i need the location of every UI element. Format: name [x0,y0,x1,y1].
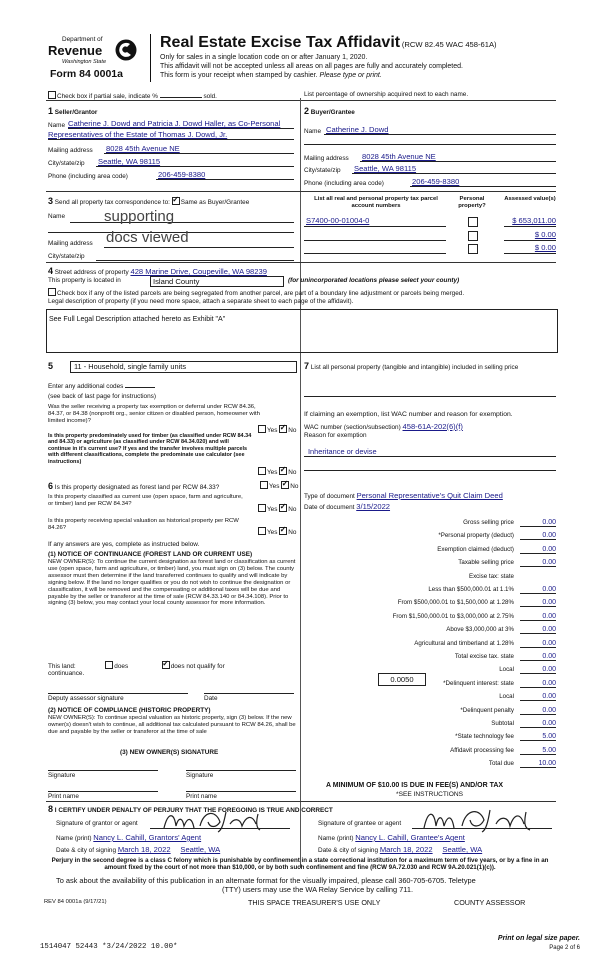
owner-sign-line-2[interactable] [186,770,296,771]
doc-type-row: Type of document Personal Representative's Quit Claim Deed [304,491,503,500]
calc-label: Total due [488,760,514,768]
continuance-label: continuance. [48,670,85,677]
calc-row [304,586,556,596]
seller-address[interactable]: 8028 45th Avenue NE [106,144,180,153]
buyer-name-label: Name [304,128,322,135]
calc-value[interactable]: 0.00 [520,680,556,688]
seller-city-label: City/state/zip [48,160,85,167]
header-note-3: This form is your receipt when stamped by cashier. Please type or print. [160,72,382,79]
calc-label: Taxable selling price [458,559,514,567]
parcel-row-2 [304,230,556,242]
current-use-no-checkbox[interactable] [279,504,287,512]
ownership-note: List percentage of ownership acquired next to each name. [304,91,469,98]
seller-name-label: Name [48,122,66,129]
calc-value[interactable]: 0.00 [520,599,556,607]
calc-value[interactable]: 0.00 [520,532,556,540]
minimum-note: A MINIMUM OF $10.00 IS DUE IN FEE(S) AND/OR TAX [326,782,504,789]
calc-value[interactable]: 0.00 [520,707,556,715]
s4-seg-row: Check box if any of the listed parcels are being segregated from another parcel, are part of a boundary line adjustment or parcels being merged. [48,288,464,297]
calc-value[interactable]: 0.00 [520,640,556,648]
owner-sign-label-1: Signature [48,772,76,779]
s3-name-label: Name [48,213,66,220]
add-codes-field[interactable] [125,387,155,388]
seller-phone-line [156,179,294,180]
legal-description-text: See Full Legal Description attached hereto as Exhibit "A" [49,316,226,323]
calc-value[interactable]: 5.00 [520,747,556,755]
doc-date-row: Date of document 3/15/2022 [304,502,391,511]
owner-print-label-2: Print name [186,793,217,800]
calc-label: From $500,000.01 to $1,500,000 at 1.28% [397,599,514,607]
s6-historic-q: Is this property receiving special valuation as historical property per RCW 84.26? [48,518,239,531]
s4-legal-label: Legal description of property (if you need more space, attach a separate sheet to each page of the affidavit). [48,298,354,305]
buyer-heading: 2 Buyer/Grantee [304,106,355,116]
header-note-2: This affidavit will not be accepted unless all areas on all pages are fully and accurately completed. [160,63,463,70]
exempt-no-checkbox[interactable] [279,425,287,433]
local-rate-box[interactable]: 0.0050 [378,673,426,686]
seller-name-line-2 [48,139,294,140]
calc-row [304,747,556,757]
calc-value[interactable]: 5.00 [520,733,556,741]
calc-value[interactable]: 0.00 [520,653,556,661]
parcel-row-1 [304,216,556,228]
calc-label: *Delinquent interest: state [443,679,514,687]
perjury-notice: Perjury in the second degree is a class C felony which is punishable by confinement in a state correctional institution for a maximum term of five years, or by a fine in an amount fixed by the court of not more than $10,000, or by both such confinement and fine (RCW 9A.72.030 and RCW 9A.20.021(1)(c)). [51,857,549,872]
calc-row [304,573,556,583]
recording-stamp: 1514047 52443 *3/24/2022 10.00* [40,943,178,951]
calc-value[interactable]: 0.00 [520,613,556,621]
calc-row [304,693,556,703]
s4-street-row: 4 Street address of property 428 Marine Drive, Coupeville, WA 98239 [48,266,267,276]
calc-row [304,613,556,623]
notice1-heading: (1) NOTICE OF CONTINUANCE (FOREST LAND OR CURRENT USE) [48,551,253,558]
wac-number[interactable]: 458-61A-202(6)(f) [402,422,463,431]
calc-row [304,532,556,542]
land-use-code-select[interactable]: 11 - Household, single family units [70,361,297,373]
parcel-col-header: List all real and personal property tax parcel account numbers [314,196,438,209]
buyer-city-label: City/state/zip [304,167,341,174]
s6-if-yes: If any answers are yes, complete as instructed below. [48,541,200,548]
buyer-address-label: Mailing address [304,155,349,162]
grantor-signature [160,808,270,834]
s3-address-label: Mailing address [48,240,93,247]
this-land-row: This land: does ✓ does not qualify for [48,661,225,670]
assessed-value[interactable]: $ 0.00 [534,230,556,239]
grantee-signature [420,806,540,834]
calc-row [304,519,556,529]
land-does-not-checkbox[interactable] [162,661,170,669]
notice1-body: NEW OWNER(S): To continue the current designation as forest land or classification as current use (open space, farm and agriculture, or timber) land, you must sign on (3) below. The county assessor must then determine if the land transferred continues to qualify and will indicate by signing below. If the land no longer qualifies or you do not wish to continue the designation or classification, it will be removed and the compensating or additional taxes will be due and payable by the seller or transferor at the time of sale (RCW 84.33.140 or 84.34.108). Prior to signing (3) below, you may contact your local county assessor for more information. [48,559,296,607]
buyer-city-line [352,173,556,174]
historic-yn: Yes ✓ No [258,527,296,536]
forest-yes-checkbox[interactable] [260,481,268,489]
calc-row [304,760,556,770]
certify-heading: 8 I CERTIFY UNDER PENALTY OF PERJURY THAT THE FOREGOING IS TRUE AND CORRECT [48,804,333,814]
buyer-phone-line [410,186,556,187]
timber-no-checkbox[interactable] [279,467,287,475]
s5-add-codes: Enter any additional codes [48,383,155,390]
calc-label: Exemption claimed (deduct) [437,545,514,553]
assessed-line [504,240,556,241]
personal-property-checkbox[interactable] [468,244,478,254]
logo [48,36,146,86]
forest-no-checkbox[interactable] [281,481,289,489]
seller-phone[interactable]: 206-459-8380 [158,170,206,179]
calc-value[interactable]: 0.00 [520,586,556,594]
s7-heading: 7 List all personal property (tangible and intangible) included in selling price [304,361,519,371]
rev-number: REV 84 0001a (9/17/21) [44,899,107,905]
see-instructions: *SEE INSTRUCTIONS [396,791,464,798]
s3-overlay-1: supporting [104,208,175,225]
calc-label: Excise tax: state [468,572,514,580]
grantor-city[interactable]: Seattle, WA [180,845,221,854]
rule-3 [46,262,556,263]
s3-heading: 3 Send all property tax correspondence to: ✓ Same as Buyer/Grantee [48,196,249,206]
calc-value[interactable]: 0.00 [520,546,556,554]
calc-label: Affidavit processing fee [450,746,514,754]
owner-print-line-2[interactable] [186,791,296,792]
s5-exempt-yn: Yes ✓ No [258,425,296,434]
revenue-logo-icon [114,38,138,62]
grantee-print-name[interactable]: Nancy L. Cahill, Grantee's Agent [355,833,465,842]
personal-col-header: Personal property? [458,196,486,209]
assessed-col-header: Assessed value(s) [504,196,556,202]
doc-type[interactable]: Personal Representative's Quit Claim Deed [356,491,503,500]
segregated-checkbox[interactable] [48,288,56,296]
calc-label: *Delinquent penalty [460,706,514,714]
treasurer-label: THIS SPACE TREASURER'S USE ONLY [248,898,381,907]
calc-label: *Personal property (deduct) [438,532,514,540]
doc-date[interactable]: 3/15/2022 [356,502,391,511]
assessed-value[interactable]: $ 653,011.00 [512,216,556,225]
rule-2 [46,191,556,192]
s5-see-back: (see back of last page for instructions) [48,393,156,400]
header-note-1: Only for sales in a single location code on or after January 1, 2020. [160,54,368,61]
calc-row [304,599,556,609]
column-divider [300,98,301,868]
s3-city-label: City/state/zip [48,253,85,260]
s4-located-label: This property is located in [48,277,121,284]
calc-label: Above $3,000,000 at 3% [446,626,514,634]
calc-row [304,640,556,650]
current-use-yes-checkbox[interactable] [258,504,266,512]
land-does-checkbox[interactable] [105,661,113,669]
s6-current-use-q: Is this property classified as current use (open space, farm and agriculture, or timber) land per RCW 84.34? [48,494,243,507]
s7-line[interactable] [304,396,556,397]
deputy-date-line[interactable] [204,693,294,694]
calc-label: Agricultural and timberland at 1.28% [414,639,514,647]
calc-row [304,653,556,663]
s7-reason[interactable]: Inheritance or devise [308,447,377,456]
calc-value[interactable]: 0.00 [520,693,556,701]
calc-label: Less than $500,000.01 at 1.1% [428,586,514,593]
county-select[interactable]: Island County [150,276,284,287]
calc-label: *State technology fee [455,733,514,741]
calc-value[interactable]: 0.00 [520,519,556,527]
seller-name-1[interactable]: Catherine J. Dowd and Patricia J. Dowd Haller, as Co-Personal [68,119,281,128]
s7-exempt-label: If claiming an exemption, list WAC number and reason for exemption. [304,411,513,418]
assessor-label: COUNTY ASSESSOR [454,898,526,907]
seller-name-line [68,128,294,129]
owner-sign-label-2: Signature [186,772,214,779]
calc-value[interactable]: 0.00 [520,626,556,634]
calc-value[interactable]: 0.00 [520,559,556,567]
calc-row [304,626,556,636]
s3-address-line [104,247,294,248]
property-street[interactable]: 428 Marine Drive, Coupeville, WA 98239 [130,267,267,276]
seller-name-2[interactable]: Representatives of the Estate of Thomas J. Dowd, Jr. [48,130,228,139]
same-as-buyer-checkbox[interactable] [172,197,180,205]
form-number: Form 84 0001a [50,68,123,80]
calc-row [304,546,556,556]
owner-print-label-1: Print name [48,793,79,800]
s5-timber-question: Is this property predominately used for timber (as classified under RCW 84.34 and 84.33) or agriculture (as classified under RCW 84.34.020) and will continue in it's current use? If yes and the transfer involves multiple parcels with different classifications, complete the predominate use calculator (see instructions) [48,433,252,465]
calc-row [304,733,556,743]
calc-value[interactable]: 0.00 [520,666,556,674]
logo-name: Revenue [48,43,103,58]
buyer-address[interactable]: 8028 45th Avenue NE [362,152,436,161]
buyer-address-line [360,161,556,162]
buyer-phone[interactable]: 206-459-8380 [412,177,460,186]
grantor-date[interactable]: March 18, 2022 [117,845,171,854]
assessed-line [504,253,556,254]
alt-format-2: (TTY) users may use the WA Relay Service by calling 711. [222,885,413,894]
grantor-sign-label: Signature of grantor or agent [56,820,138,827]
calc-row [304,666,556,676]
assessed-line [504,226,556,227]
forest-yn: Yes ✓ No [260,481,298,490]
legal-size-note: Print on legal size paper. [497,935,580,942]
s5-number: 5 [48,361,54,371]
reason-line-2 [304,470,556,471]
seller-city[interactable]: Seattle, WA 98115 [98,157,161,166]
deputy-date-label: Date [204,695,218,702]
logo-dept: Department of [62,36,103,43]
buyer-city[interactable]: Seattle, WA 98115 [354,164,417,173]
grantee-name-row: Name (print) Nancy L. Cahill, Grantee's Agent [318,833,465,842]
buyer-name-line-2 [304,144,556,145]
buyer-name[interactable]: Catherine J. Dowd [326,125,389,134]
seller-phone-label: Phone (including area code) [48,173,128,180]
notice2-heading: (2) NOTICE OF COMPLIANCE (HISTORIC PROPERTY) [48,707,211,714]
s5-timber-yn: Yes ✓ No [258,467,296,476]
parcel-row-3 [304,243,556,255]
grantee-city[interactable]: Seattle, WA [442,845,483,854]
grantor-print-name[interactable]: Nancy L. Cahill, Grantors' Agent [93,833,202,842]
s5-exempt-question: Was the seller receiving a property tax exemption or deferral under RCW 84.36, 84.37, or 84.38 (nonprofit org., senior citizen or disabled person, homeowner with limited income)? [48,404,260,424]
header-rule [46,100,556,101]
calc-value[interactable]: 0.00 [520,720,556,728]
parcel-line [304,240,446,241]
grantor-name-row: Name (print) Nancy L. Cahill, Grantors' Agent [56,833,202,842]
grantee-date[interactable]: March 18, 2022 [379,845,433,854]
legal-description-box[interactable] [46,309,558,353]
calc-row [304,680,556,690]
page-number: Page 2 of 6 [549,945,580,951]
rule-8 [46,801,556,802]
calc-label: Gross selling price [463,519,514,526]
buyer-phone-label: Phone (including area code) [304,180,384,187]
s7-wac-row: WAC number (section/subsection) 458-61A-202(6)(f) [304,422,463,431]
s4-located-note: (for unincorporated locations please select your county) [288,277,460,284]
personal-property-checkbox[interactable] [468,231,478,241]
deputy-label: Deputy assessor signature [48,695,124,702]
exempt-yes-checkbox[interactable] [258,425,266,433]
form-title: Real Estate Excise Tax Affidavit (RCW 82.45 WAC 458-61A) [160,34,497,51]
s3-overlay-2: docs viewed [106,229,189,246]
logo-state: Washington State [62,59,107,65]
partial-sale-row: Check box if partial sale, indicate % sold. [48,91,217,100]
personal-property-checkbox[interactable] [468,217,478,227]
s7-reason-label: Reason for exemption [304,432,367,439]
grantee-date-row: Date & city of signing March 18, 2022 Seattle, WA [318,845,483,854]
calc-label: Local [499,693,514,701]
reason-line [304,456,556,457]
parcel-line [304,226,446,227]
s6-forest-row: 6 Is this property designated as forest land per RCW 84.33? Yes ✓ No [48,481,298,491]
calc-label: From $1,500,000.01 to $3,000,000 at 2.75% [392,612,514,620]
calc-label: Local [499,666,514,674]
calc-row [304,707,556,717]
s3-city-line [96,260,294,261]
partial-sale-checkbox[interactable] [48,91,56,99]
assessed-value[interactable]: $ 0.00 [534,243,556,252]
timber-yes-checkbox[interactable] [258,467,266,475]
grantor-date-row: Date & city of signing March 18, 2022 Seattle, WA [56,845,221,854]
historic-yes-checkbox[interactable] [258,527,266,535]
seller-address-label: Mailing address [48,147,93,154]
calc-label: Subtotal [491,720,514,727]
grantee-sign-label: Signature of grantee or agent [318,820,402,827]
header-divider [150,34,152,82]
buyer-name-line [324,134,556,135]
seller-heading: 1 Seller/Grantor [48,106,98,116]
deputy-sign-line[interactable] [48,693,188,694]
parcel-line [304,253,446,254]
seller-address-line [104,153,294,154]
calc-label: Total excise tax. state [454,653,514,660]
seller-city-line [96,166,294,167]
parcel-number[interactable]: S7400-00-01004-0 [306,216,370,225]
alt-format-1: To ask about the availability of this publication in an alternate format for the visually impaired, please call 360-705-6705. Teletype [56,876,476,885]
notice3-heading: (3) NEW OWNER(S) SIGNATURE [120,749,219,756]
owner-sign-line-1[interactable] [48,770,158,771]
calc-row [304,559,556,569]
partial-pct-field[interactable] [160,97,202,98]
historic-no-checkbox[interactable] [279,527,287,535]
calc-row [304,720,556,730]
owner-print-line-1[interactable] [48,791,158,792]
notice2-body: NEW OWNER(S): To continue special valuation as historic property, sign (3) below. If the new owner(s) doesn't wish to continue, all additional tax calculated pursuant to RCW 84.26, shall be due and payable by the seller or transferor at the time of sale [48,715,296,735]
calc-value[interactable]: 10.00 [520,760,556,768]
current-use-yn: Yes ✓ No [258,504,296,513]
